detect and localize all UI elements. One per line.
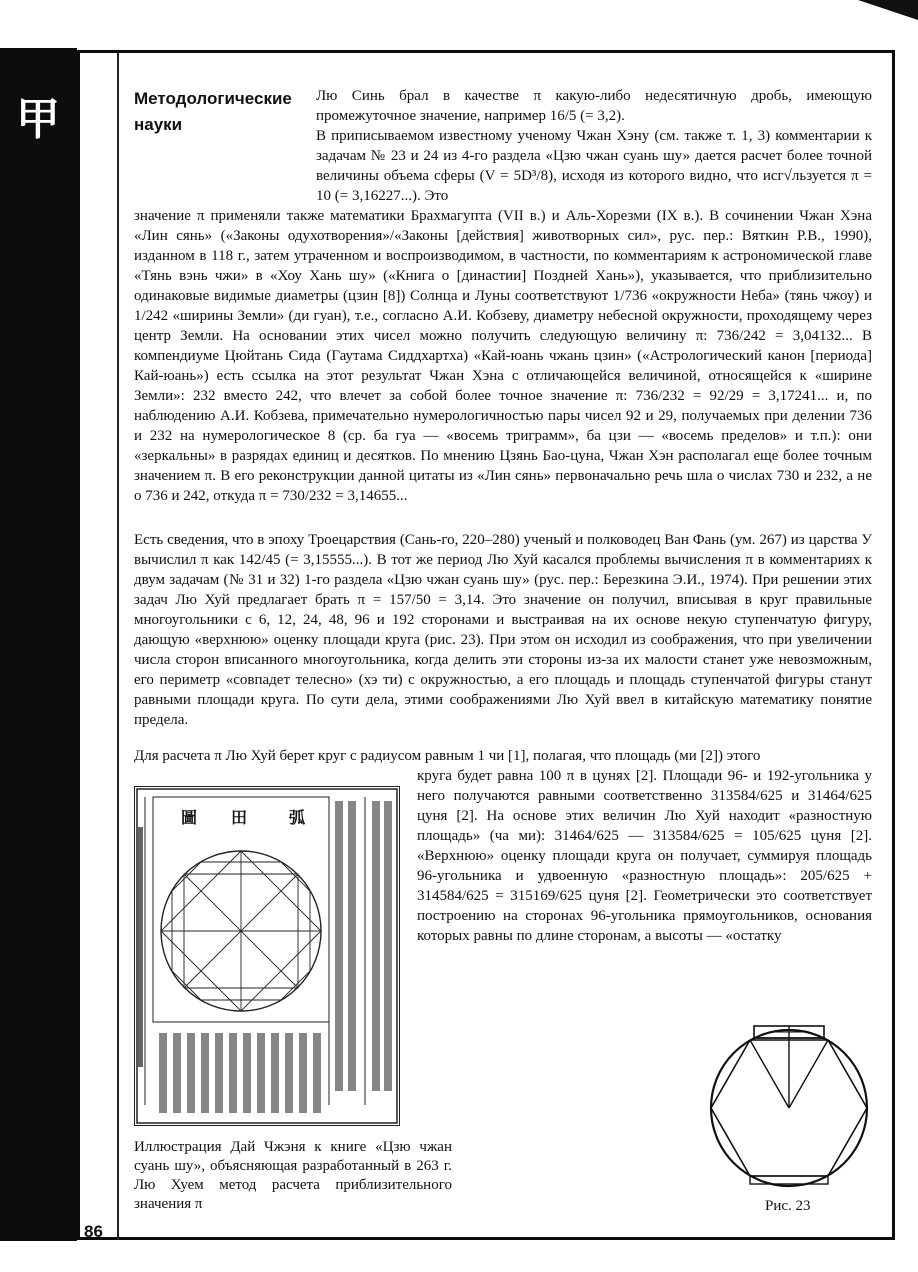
illus-char-1: 圖 [181,808,198,827]
side-chapter-glyph: 甲 [16,95,60,144]
corner-arrow-mark [858,0,918,20]
illus-char-2: 田 [231,808,248,827]
paragraph-liu-xin: Лю Синь брал в качестве π какую-либо недесятичную дробь, имеющую промежуточное значение, например 16/5 (= 3,2). [316,88,872,124]
illus-char-3: 弧 [289,808,306,827]
paragraph-liu-hui-body [417,766,872,946]
paragraph-liu-hui-start [134,746,872,766]
paragraph-zhang-heng [134,206,872,506]
page-number: 86 [84,1222,103,1241]
illustration-drawing [135,787,399,1125]
figure-23-diagram [700,1012,878,1190]
margin-rule [117,52,119,1240]
paragraph-liu-hui-line1: Для расчета π Лю Хуй берет круг с радиусом равным 1 чи [1], полагая, что площадь (ми [2]) этого [134,748,761,764]
paragraph-three-kingdoms [134,530,872,730]
paragraph-intro [316,86,872,206]
paragraph-zhang-heng-start: В приписываемом известному ученому Чжан Хэну (см. также т. 1, 3) комментарии к задачам № 23 и 24 из 4-го раздела «Цзю чжан суань шу» дается расчет более точной величины объема сферы (V = 5D³/8), исходя из которого видно, что исг√льзуется π = 10 (= 3,16227...). Это [316,128,872,204]
paragraph-three-kingdoms-body: Есть сведения, что в эпоху Троецарствия (Сань-го, 220–280) ученый и полководец Ван Фань (ум. 267) из царства У вычислил π как 142/45 (= 3,15555...). В тот же период Лю Хуй касался проблемы вычисления π в комментариях к двум задачам (№ 31 и 32) 1-го раздела «Цзю чжан суань шу» (рус. пер.: Березкина Э.И., 1974). При решении этих задач Лю Хуй предлагает брать π = 157/50 = 3,14. Это значение он получил, вписывая в круг правильные многоугольники с 6, 12, 24, 48, 96 и 192 сторонами и выстраивая на их основе некую ступенчатую фигуру, дающую «верхнюю» оценку площади круга (рис. 23). При этом он исходил из соображения, что при увеличении числа сторон вписанного многоугольника, когда делить эти стороны из-за их малости станет уже невозможным, его периметр «совпадет телесно» (хэ ти) с окружностью, а его площадь и площадь ступенчатой фигуры станут равными площади круга. По сути дела, этими соображениями Лю Хуй ввел в китайскую математику понятие предела. [134,532,872,728]
paragraph-liu-hui-right: круга будет равна 100 π в цунях [2]. Площади 96- и 192-угольника у него получаются равными соответственно 313584/625 и 31464/625 цуня [2]. На основе этих величин Лю Хуй находит «разностную площадь» (ча ми): 31464/625 — 313584/625 = 105/625 цуня [2]. «Верхнюю» оценку площади круга он получает, суммируя площадь 96-угольника и удвоенную «разностную площадь»: 205/625 + 314584/625 = 315169/625 цуня [2]. Геометрически это соответствует построению на сторонах 96-угольника прямоугольников, основания которых равны по длине сторонам, а высоты — «остатку [417,768,872,944]
illustration-caption: Иллюстрация Дай Чжэня к книге «Цзю чжан суань шу», объясняющая разработанный в 263 г. Лю Хуем метод расчета приблизительного значения π [134,1139,452,1212]
side-bar [0,48,77,1241]
paragraph-zhang-heng-body: значение π применяли также математики Брахмагупта (VII в.) и Аль-Хорезми (IX в.). В сочинении Чжан Хэна «Лин сянь» («Законы одухотворения»/«Законы [действия] животворных сил», рус. пер.: Вяткин Р.В., 1990), изданном в 118 г., затем утраченном и воспроизводимом, в частности, по комментариям к астрономической главе «Тянь вэнь чжи» в «Хоу Хань шу» («Книга о [династии] Поздней Хань»), указывается, что приблизительно одинаковые видимые диаметры (цзин [8]) Солнца и Луны соответствуют 1/736 «окружности Неба» (тянь чжоу) и 1/242 «ширины Земли» (ди гуан), т.е., согласно А.И. Кобзеву, диаметру небесной окружности, проходящему через центр Земли. На основании этих чисел можно получить следующую величину π: 736/242 = 3,04132... В компендиуме Цюйтань Сида (Гаутама Сиддхартха) «Кай-юань чжань цзин» («Астрологический канон [периода] Кай-юань») есть ссылка на этот результат Чжан Хэна с отличающейся величиной, относящейся к «ширине Земли»: 232 вместо 242, что влечет за собой более точное значение π: 736/232 = 92/29 = 3,17241... и, по наблюдению А.И. Кобзева, примечательно нумерологичностью пары чисел 92 и 29, получаемых при делении 736 и 232 на нумерологическое 8 (ср. ба гуа — «восемь триграмм», ба цзи — «восемь пределов» и т.п.): они «зеркальны» в разрядах единиц и десятков. По мнению Цзянь Бао-цуна, Чжан Хэн располагал еще более точным значением π. В его реконструкции данной цитаты из «Лин сянь» первоначально речь шла о числах 730 и 232, а не о 736 и 242, откуда π = 730/232 = 3,14655... [134,208,872,504]
dai-zhen-illustration [134,786,400,1126]
section-heading: Методологические науки [134,89,292,134]
figure-23-caption: Рис. 23 [765,1198,811,1214]
